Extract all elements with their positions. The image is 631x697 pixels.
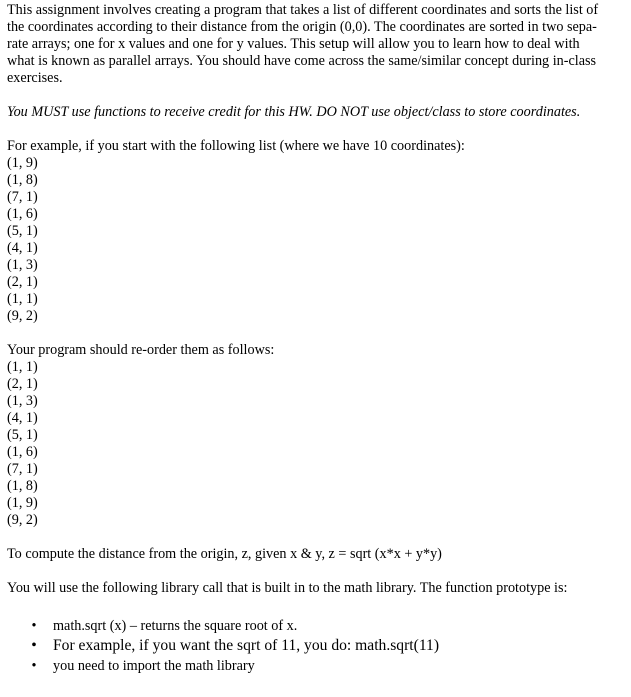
coordinate-item: (1, 8) bbox=[7, 172, 38, 188]
requirement-note: You MUST use functions to receive credit for this HW. DO NOT use object/class to store coordinates. bbox=[7, 104, 581, 120]
reordered-intro: Your program should re-order them as follows: bbox=[7, 342, 275, 358]
coordinate-item: (1, 8) bbox=[7, 478, 38, 494]
coordinate-item: (1, 9) bbox=[7, 155, 38, 171]
coordinate-item: (1, 1) bbox=[7, 291, 38, 307]
bullet-text: For example, if you want the sqrt of 11, you do: math.sqrt(11) bbox=[53, 637, 440, 654]
bullet-list bbox=[7, 616, 624, 676]
intro-paragraph bbox=[7, 2, 624, 87]
assignment-document bbox=[7, 2, 624, 676]
bullet-item bbox=[7, 616, 624, 636]
coordinate-item: (2, 1) bbox=[7, 376, 38, 392]
bullet-text: you need to import the math library bbox=[53, 658, 255, 674]
bullet-item bbox=[7, 636, 624, 656]
bullet-icon: • bbox=[31, 618, 37, 634]
coordinate-item: (4, 1) bbox=[7, 240, 38, 256]
coordinate-item: (5, 1) bbox=[7, 223, 38, 239]
coordinate-item: (5, 1) bbox=[7, 427, 38, 443]
intro-line-2: the coordinates according to their distance from the origin (0,0). The coordinates are sorted in two sepa- bbox=[7, 19, 597, 35]
coordinate-item: (1, 9) bbox=[7, 495, 38, 511]
reordered-coordinate-list bbox=[7, 359, 624, 529]
coordinate-item: (1, 6) bbox=[7, 444, 38, 460]
example-intro: For example, if you start with the following list (where we have 10 coordinates): bbox=[7, 138, 465, 154]
coordinate-item: (7, 1) bbox=[7, 189, 38, 205]
coordinate-item: (4, 1) bbox=[7, 410, 38, 426]
coordinate-item: (2, 1) bbox=[7, 274, 38, 290]
coordinate-item: (1, 1) bbox=[7, 359, 38, 375]
coordinate-item: (1, 6) bbox=[7, 206, 38, 222]
original-coordinate-list bbox=[7, 155, 624, 325]
bullet-text: math.sqrt (x) – returns the square root of x. bbox=[53, 618, 298, 634]
distance-formula: To compute the distance from the origin, z, given x & y, z = sqrt (x*x + y*y) bbox=[7, 546, 442, 562]
bullet-item bbox=[7, 656, 624, 676]
coordinate-item: (1, 3) bbox=[7, 393, 38, 409]
coordinate-item: (9, 2) bbox=[7, 308, 38, 324]
coordinate-item: (9, 2) bbox=[7, 512, 38, 528]
intro-line-4: what is known as parallel arrays. You should have come across the same/similar concept during in-class bbox=[7, 53, 597, 69]
intro-line-5: exercises. bbox=[7, 70, 63, 86]
bullet-icon: • bbox=[31, 637, 37, 654]
library-intro: You will use the following library call that is built in to the math library. The function prototype is: bbox=[7, 580, 568, 596]
coordinate-item: (1, 3) bbox=[7, 257, 38, 273]
intro-line-3: rate arrays; one for x values and one for y values. This setup will allow you to learn how to deal with bbox=[7, 36, 580, 52]
intro-line-1: This assignment involves creating a program that takes a list of different coordinates and sorts the list of bbox=[7, 2, 599, 18]
coordinate-item: (7, 1) bbox=[7, 461, 38, 477]
bullet-icon: • bbox=[31, 658, 37, 674]
